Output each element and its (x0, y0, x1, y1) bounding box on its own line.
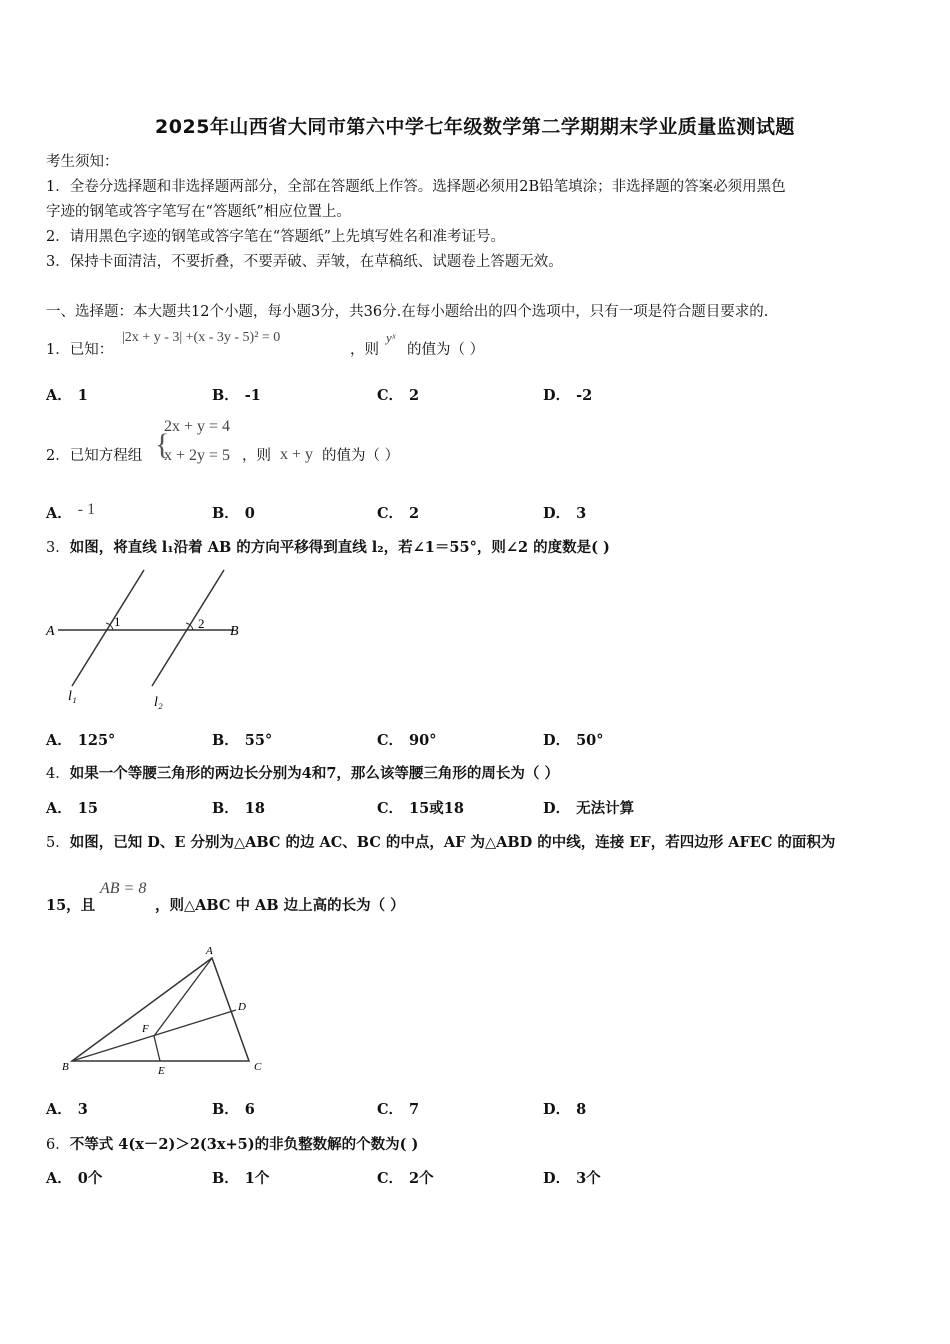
question-5-option-d[interactable]: D． 8 (543, 1101, 587, 1118)
question-3-figure (44, 564, 249, 714)
angle-2-label: 2 (198, 616, 205, 631)
question-1 (46, 340, 113, 360)
point-e-label: E (158, 1065, 165, 1077)
question-1-formula: |2x + y - 3| +(x - 3y - 5)² = 0 (122, 330, 281, 345)
line-l1 (72, 570, 144, 686)
question-1-option-c[interactable]: C． 2 (377, 387, 420, 404)
angle-1-label: 1 (114, 614, 121, 629)
question-2-option-d[interactable]: D． 3 (543, 505, 587, 522)
question-2-equation-1: 2x + y = 4 (164, 418, 231, 435)
question-6 (46, 1135, 418, 1155)
question-number: 3． (46, 540, 70, 556)
point-c-label: C (254, 1061, 262, 1073)
question-3-option-d[interactable]: D． 50° (543, 732, 604, 749)
notice-heading: 考生须知： (46, 154, 119, 170)
question-3-option-b[interactable]: B． 55° (212, 732, 273, 749)
question-5-option-a[interactable]: A． 3 (46, 1101, 88, 1118)
line-l2 (152, 570, 224, 686)
point-b-label: B (62, 1061, 69, 1073)
question-prefix: 已知方程组 (69, 448, 143, 464)
question-text: 如果一个等腰三角形的两边长分别为4和7，那么该等腰三角形的周长为（ ） (69, 765, 559, 782)
question-number: 5． (46, 835, 70, 851)
question-5-formula: AB = 8 (100, 880, 147, 897)
question-5-option-b[interactable]: B． 6 (212, 1101, 255, 1118)
question-5 (46, 833, 835, 853)
question-prefix: 已知： (69, 342, 114, 358)
question-text: 不等式 4(x－2)＞2(3x+5)的非负整数解的个数为( ) (69, 1136, 419, 1153)
question-5-line-2-prefix: 15，且 (46, 897, 96, 914)
segment-ef (154, 1036, 160, 1061)
question-6-option-d[interactable]: D． 3个 (543, 1170, 601, 1187)
question-number: 1． (46, 342, 70, 358)
line-l2-label: l₂ (154, 695, 163, 710)
question-5-line-2-suffix: ，则△ABC 中 AB 边上高的长为（ ） (155, 897, 405, 914)
question-1-suffix: 的值为（ ） (407, 342, 485, 358)
question-text-line-1: 如图，已知 D、E 分别为△ABC 的边 AC、BC 的中点，AF 为△ABD 的中线，连接 EF，若四边形 AFEC 的面积为 (69, 834, 836, 851)
point-b-label: B (230, 624, 239, 639)
question-2-mid: ，则 (242, 448, 271, 464)
question-4-option-c[interactable]: C． 15或18 (377, 800, 464, 817)
question-6-option-a[interactable]: A． 0个 (46, 1170, 103, 1187)
question-2-option-c[interactable]: C． 2 (377, 505, 420, 522)
question-4-option-a[interactable]: A． 15 (46, 800, 98, 817)
notice-item-2: 2．请用黑色字迹的钢笔或答字笔在“答题纸”上先填写姓名和准考证号。 (46, 229, 506, 245)
brace-icon: { (155, 428, 170, 461)
question-4 (46, 764, 559, 784)
question-4-option-d[interactable]: D． 无法计算 (543, 800, 635, 817)
point-a-label: A (206, 945, 213, 957)
question-6-option-c[interactable]: C． 2个 (377, 1170, 434, 1187)
question-2-option-b[interactable]: B． 0 (212, 505, 255, 522)
question-1-mid: ，则 (350, 342, 379, 358)
point-d-label: D (238, 1001, 246, 1013)
question-6-option-b[interactable]: B． 1个 (212, 1170, 270, 1187)
point-a-label: A (46, 624, 55, 639)
question-3-option-c[interactable]: C． 90° (377, 732, 437, 749)
notice-item-1-line-1: 1．全卷分选择题和非选择题两部分，全部在答题纸上作答。选择题必须用2B铅笔填涂；非选择题的答案必须用黑色 (46, 179, 786, 195)
question-4-option-b[interactable]: B． 18 (212, 800, 265, 817)
question-number: 6． (46, 1137, 70, 1153)
question-2-suffix: 的值为（ ） (322, 448, 400, 464)
question-1-option-d[interactable]: D． -2 (543, 387, 593, 404)
question-2-option-a[interactable]: A． - 1 (46, 501, 96, 522)
question-5-figure (58, 940, 278, 1085)
segment-af (154, 958, 212, 1036)
triangle-abc (72, 958, 249, 1061)
question-number: 4． (46, 766, 70, 782)
question-number: 2． (46, 448, 70, 464)
point-f-label: F (142, 1023, 149, 1035)
notice-item-3: 3．保持卡面清洁，不要折叠，不要弄破、弄皱，在草稿纸、试题卷上答题无效。 (46, 254, 563, 270)
question-3 (46, 538, 610, 558)
question-5-option-c[interactable]: C． 7 (377, 1101, 420, 1118)
section-heading: 一、选择题：本大题共12个小题，每小题3分，共36分.在每小题给出的四个选项中，只有一项是符合题目要求的. (46, 304, 769, 320)
question-2-equation-2: x + 2y = 5 (164, 447, 231, 464)
notice-item-1-line-2: 字迹的钢笔或答字笔写在“答题纸”相应位置上。 (46, 204, 351, 220)
question-text: 如图，将直线 l₁沿着 AB 的方向平移得到直线 l₂，若∠1＝55°，则∠2 的度数是( ) (69, 539, 610, 556)
page-title: 2025年山西省大同市第六中学七年级数学第二学期期末学业质量监测试题 (155, 116, 795, 138)
question-2 (46, 446, 142, 466)
question-1-option-b[interactable]: B． -1 (212, 387, 261, 404)
question-3-option-a[interactable]: A． 125° (46, 732, 116, 749)
question-2-formula: x + y (280, 446, 314, 463)
question-1-formula-2: yˣ (386, 330, 396, 345)
question-1-option-a[interactable]: A． 1 (46, 387, 88, 404)
line-l1-label: l₁ (68, 689, 77, 704)
